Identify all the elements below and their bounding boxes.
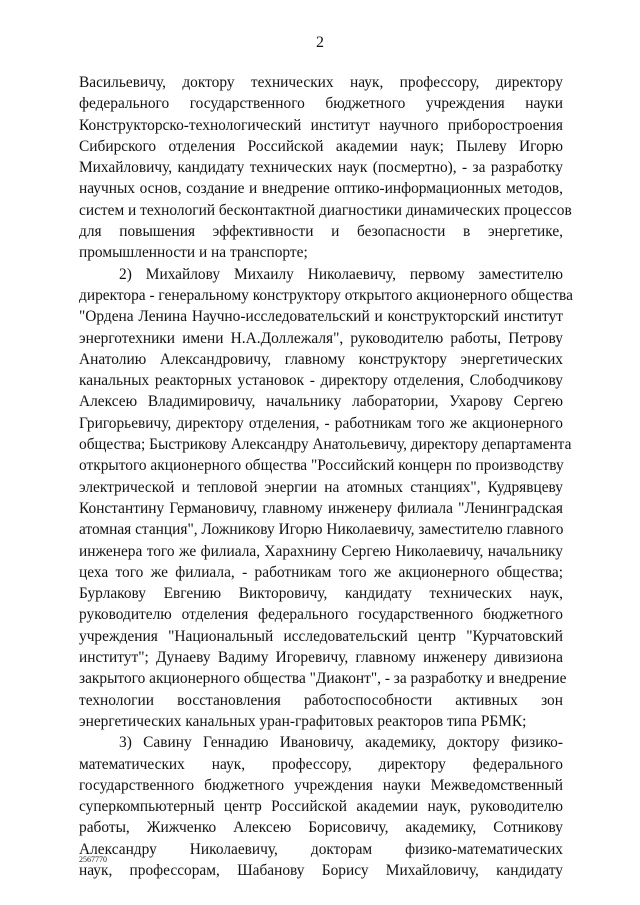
text-line: энергетических канальных уран-графитовых реакторов типа РБМК; bbox=[79, 712, 527, 730]
paragraph-item-2 bbox=[79, 264, 573, 733]
document-code: 2567770 bbox=[79, 855, 107, 864]
text-line: закрытого акционерного общества "Диаконт", - за разработку и внедрение bbox=[79, 670, 567, 688]
page-number: 2 bbox=[316, 34, 324, 51]
text-line: научных основ, создание и внедрение оптико-информационных методов, bbox=[79, 180, 563, 198]
text-line: Сибирского отделения Российской академии наук; Пылеву Игорю bbox=[79, 137, 563, 155]
text-line: 2) Михайлову Михаилу Николаевичу, первому заместителю bbox=[119, 265, 563, 283]
text-line: Григорьевичу, директору отделения, - работникам того же акционерного bbox=[79, 414, 563, 432]
text-line: для повышения эффективности и безопасности в энергетике, bbox=[79, 223, 563, 241]
text-line: учреждения "Национальный исследовательский центр "Курчатовский bbox=[79, 627, 563, 645]
text-line: Васильевичу, доктору технических наук, профессору, директору bbox=[79, 74, 563, 91]
text-line: Александру Николаевичу, докторам физико-математических bbox=[79, 840, 563, 858]
text-line: инженера того же филиала, Харахнину Сергею Николаевичу, начальнику bbox=[79, 542, 563, 560]
text-line: государственного бюджетного учреждения науки Межведомственный bbox=[79, 776, 563, 794]
paragraph-1-continuation bbox=[79, 72, 572, 264]
text-line: суперкомпьютерный центр Российской академии наук, руководителю bbox=[79, 798, 563, 816]
text-line: "Ордена Ленина Научно-исследовательский и конструкторский институт bbox=[79, 308, 563, 326]
text-line: 3) Савину Геннадию Ивановичу, академику, доктору физико- bbox=[119, 734, 563, 752]
text-line: Конструкторско-технологический институт научного приборостроения bbox=[79, 116, 563, 134]
text-line: наук, профессорам, Шабанову Борису Михайловичу, кандидату bbox=[79, 861, 563, 879]
text-line: цеха того же филиала, - работникам того же акционерного общества; bbox=[79, 563, 563, 581]
text-line: промышленности и на транспорте; bbox=[79, 244, 308, 262]
text-line: энерготехники имени Н.А.Доллежаля", руководителю работы, Петрову bbox=[79, 329, 563, 347]
text-line: открытого акционерного общества "Российский концерн по производству bbox=[79, 457, 564, 475]
text-line: Алексею Владимировичу, начальнику лаборатории, Ухарову Сергею bbox=[79, 393, 563, 411]
text-line: общества; Быстрикову Александру Анатольевичу, директору департамента bbox=[79, 436, 572, 454]
text-line: работы, Жижченко Алексею Борисовичу, академику, Сотникову bbox=[79, 819, 563, 837]
text-line: Бурлакову Евгению Викторовичу, кандидату технических наук, bbox=[79, 585, 563, 603]
text-line: Константину Германовичу, главному инженеру филиала "Ленинградская bbox=[79, 499, 563, 517]
text-line: систем и технологий бесконтактной диагностики динамических процессов bbox=[79, 201, 572, 219]
document-body bbox=[79, 72, 573, 881]
text-line: атомная станция", Ложникову Игорю Николаевичу, заместителю главного bbox=[79, 521, 564, 539]
text-line: канальных реакторных установок - директору отделения, Слободчикову bbox=[79, 372, 563, 390]
text-line: институт"; Дунаеву Вадиму Игоревичу, главному инженеру дивизиона bbox=[79, 649, 563, 667]
text-line: электрической и тепловой энергии на атомных станциях", Кудрявцеву bbox=[79, 478, 563, 496]
text-line: федерального государственного бюджетного учреждения науки bbox=[79, 95, 563, 113]
text-line: руководителю отделения федерального государственного бюджетного bbox=[79, 606, 563, 624]
text-line: Анатолию Александровичу, главному конструктору энергетических bbox=[79, 350, 563, 368]
text-line: Михайловичу, кандидату технических наук (посмертно), - за разработку bbox=[79, 159, 563, 177]
text-line: математических наук, профессору, директору федерального bbox=[79, 755, 563, 773]
text-line: технологии восстановления работоспособности активных зон bbox=[79, 691, 563, 709]
text-line: директора - генеральному конструктору открытого акционерного общества bbox=[79, 286, 573, 304]
paragraph-item-3 bbox=[79, 732, 563, 881]
